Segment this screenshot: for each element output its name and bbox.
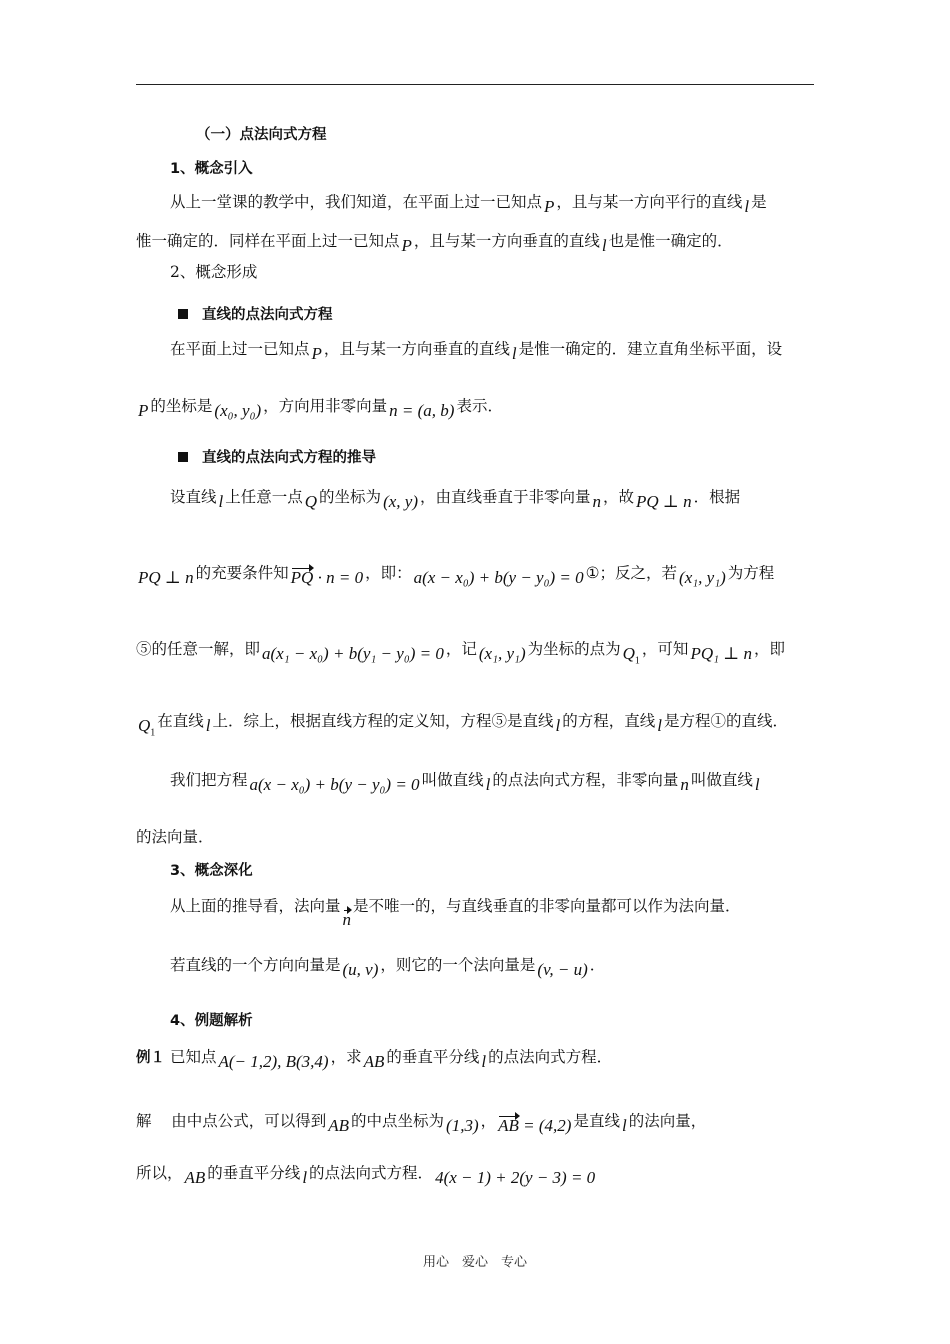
- page-footer: 用心 爱心 专心: [422, 1255, 527, 1270]
- para-3-line-4: $Q_1$在直线 l 上．综上，根据直线方程的定义知，方程⑤是直线 l 的方程，直线 l 是方程①的直线．: [138, 712, 789, 739]
- para-1-line-1: 从上一堂课的教学中，我们知道，在平面上过一已知点 P ，且与某一方向平行的直线 l 是: [170, 193, 767, 216]
- square-bullet-icon: [178, 309, 188, 319]
- para-2-line-2: P 的坐标是 (x₀, y₀) ，方向用非零向量 n = (a, b) 表示．: [138, 397, 503, 420]
- section-title: （一）点法向式方程: [196, 127, 327, 143]
- bullet-heading-1: 直线的点法向式方程: [178, 308, 858, 323]
- solution-line-2: 所以， AB 的垂直平分线 l 的点法向式方程． 4(x − 1) + 2(y − 3) = 0: [136, 1164, 596, 1187]
- example-1: 例１ 已知点 A(− 1,2), B(3,4) ，求 AB 的垂直平分线 l 的点法向式方程．: [136, 1048, 613, 1071]
- bullet-heading-2: 直线的点法向式方程的推导: [178, 451, 858, 466]
- vector-PQ: PQ: [290, 568, 314, 587]
- para-4-line-2: 的法向量．: [136, 828, 214, 846]
- para-2-line-1: 在平面上过一已知点 P ，且与某一方向垂直的直线 l 是惟一确定的．建立直角坐标平面，设: [170, 340, 783, 363]
- para-3-line-1: 设直线 l 上任意一点 Q 的坐标为 (x, y) ，由直线垂直于非零向量 n ，故 PQ ⊥ n ．根据: [170, 488, 741, 511]
- para-3-line-3: ⑤的任意一解，即 a(x₁ − x₀) + b(y₁ − y₀) = 0 ，记 (x₁, y₁) 为坐标的点为 $Q_1$，可知 PQ₁ ⊥ n ，即: [136, 640, 786, 667]
- vector-AB: AB: [498, 1116, 519, 1135]
- header-rule: [136, 84, 814, 85]
- para-6: 若直线的一个方向向量是 (u, v) ，则它的一个法向量是 (v, − u) ．: [170, 956, 606, 979]
- heading-4: 4、例题解析: [170, 1013, 253, 1029]
- square-bullet-icon: [178, 452, 188, 462]
- para-1-line-2: 惟一确定的．同样在平面上过一已知点 P ，且与某一方向垂直的直线 l 也是惟一确定的．: [136, 232, 733, 255]
- heading-2: 2、概念形成: [170, 263, 258, 281]
- para-4-line-1: 我们把方程 a(x − x₀) + b(y − y₀) = 0 叫做直线 l 的点法向式方程，非零向量 n 叫做直线 l: [170, 771, 760, 794]
- heading-3: 3、概念深化: [170, 863, 253, 879]
- solution-line-1: 解 由中点公式，可以得到 AB 的中点坐标为 (1,3) ， AB = (4,2) 是直线 l 的法向量，: [136, 1112, 707, 1135]
- para-5: 从上面的推导看，法向量n是不唯一的，与直线垂直的非零向量都可以作为法向量．: [170, 897, 741, 929]
- heading-1: 1、概念引入: [170, 161, 253, 177]
- para-3-line-2: PQ ⊥ n 的充要条件知 PQ · n = 0 ，即： a(x − x₀) + b(y − y₀) = 0 ①；反之，若 (x₁, y₁) 为方程: [138, 564, 775, 587]
